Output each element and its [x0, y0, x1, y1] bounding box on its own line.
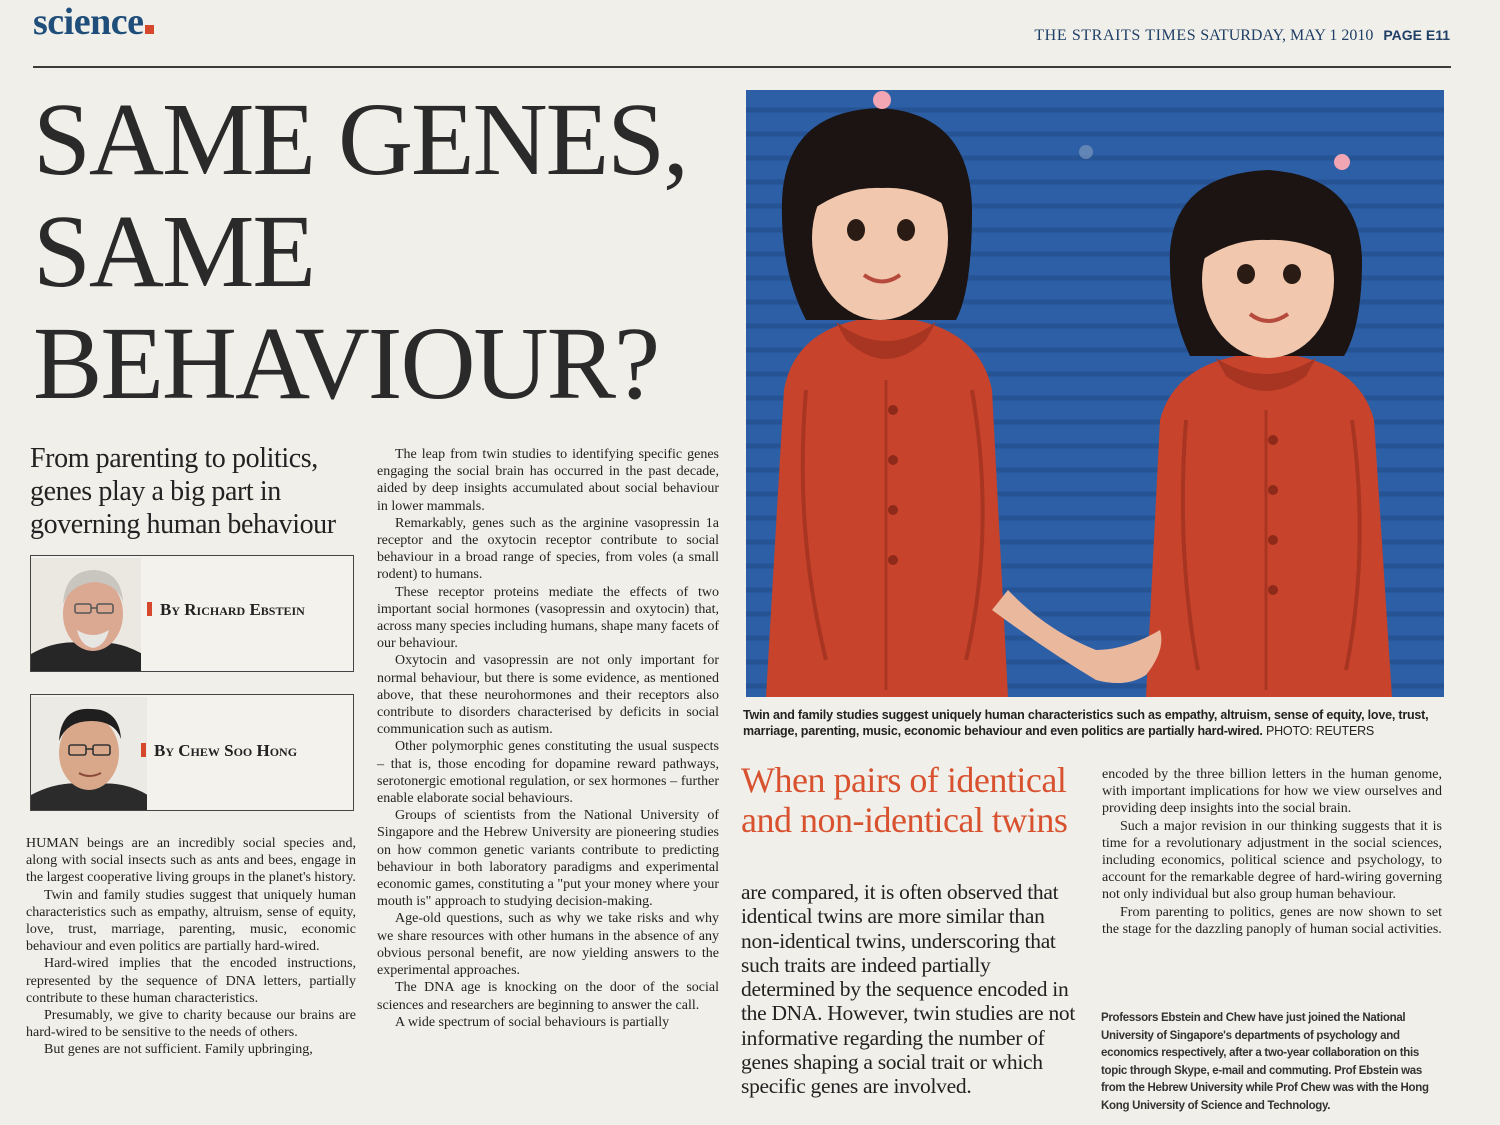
body-column-4 — [1102, 766, 1442, 938]
byline-box-ebstein — [30, 555, 354, 672]
paragraph: Oxytocin and vasopressin are not only important for normal behaviour, but there is some evidence, as mentioned above, that these neurohormones and their receptors also contribute to disorders characterised by deficits in social communication such as autism. — [377, 653, 719, 738]
pullquote-heading: When pairs of identical and non-identical twins — [741, 760, 1068, 840]
photo-credit: PHOTO: REUTERS — [1265, 724, 1375, 738]
byline-marker — [147, 602, 152, 616]
paragraph: A wide spectrum of social behaviours is partially — [395, 1014, 670, 1030]
twins-photo — [746, 90, 1444, 697]
author-portrait-chew — [31, 697, 147, 810]
paragraph: Age-old questions, such as why we take risks and why we share resources with other humans in the absence of any obvious personal benefit, are now yielding answers to the experimental approaches. — [377, 911, 719, 979]
byline-ebstein — [147, 600, 305, 620]
byline-label-chew: By Chew Soo Hong — [154, 741, 298, 760]
byline-label-ebstein: By Richard Ebstein — [160, 600, 305, 619]
issue-date: SATURDAY, MAY 1 2010 — [1200, 27, 1374, 44]
paragraph: But genes are not sufficient. Family upbringing, — [44, 1042, 313, 1058]
publication-name: THE STRAITS TIMES — [1034, 27, 1197, 44]
paragraph: Such a major revision in our thinking suggests that it is time for a revolutionary adjustment in the social sciences, including economics, political science and psychology, to account for the remarkable degree of hard-wiring governing not only individual but also group human behaviour. — [1102, 818, 1442, 903]
twins-illustration — [746, 90, 1444, 697]
author-bio: Professors Ebstein and Chew have just joined the National University of Singapore's departments of psychology and economics respectively, after a two-year collaboration on this topic through Skype, e-mail and commuting. Prof Ebstein was from the Hebrew University while Prof Chew was with the Hong Kong University of Science and Technology. — [1101, 1012, 1429, 1112]
paragraph: From parenting to politics, genes are now shown to set the stage for the dazzling panoply of human social activities. — [1102, 904, 1442, 937]
headline — [33, 84, 733, 420]
byline-chew — [141, 741, 297, 761]
pullquote-body: are compared, it is often observed that identical twins are more similar than non-identical twins, underscoring that such traits are indeed partially determined by the sequence encoded in the DNA. However, twin studies are not informative regarding the number of genes shaping a social trait or which specific genes are involved. — [741, 880, 1076, 1099]
paragraph: Twin and family studies suggest that uniquely human characteristics such as empathy, altruism, sense of equity, love, trust, marriage, parenting, music, economic behaviour and even politics are partially hard-wired. — [26, 887, 356, 955]
masthead — [1034, 27, 1450, 45]
author-portrait-ebstein — [31, 558, 141, 671]
photo-caption — [743, 707, 1443, 739]
paragraph: Groups of scientists from the National University of Singapore and the Hebrew University are pioneering studies on how common genetic variants contribute to predicting behaviour in both laboratory paradigms and experimental economic games, constituting a "put your money where your mouth is" approach to studying decision-making. — [377, 808, 719, 910]
headline-line-3: BEHAVIOUR? — [33, 306, 659, 421]
byline-box-chew — [30, 694, 354, 811]
page-number: PAGE E11 — [1383, 27, 1450, 43]
standfirst: From parenting to politics, genes play a big part in governing human behaviour — [30, 443, 336, 540]
paragraph: The leap from twin studies to identifying specific genes engaging the social brain has occurred in the past decade, aided by deep insights accumulated about social behaviour in lower mammals. — [377, 447, 719, 514]
headline-line-2: SAME — [33, 194, 314, 309]
paragraph: Presumably, we give to charity because our brains are hard-wired to be sensitive to the needs of others. — [26, 1008, 356, 1041]
paragraph: Remarkably, genes such as the arginine vasopressin 1a receptor and the oxytocin receptor contribute to social behaviour in a broad range of species, from voles (a small rodent) to humans. — [377, 515, 719, 583]
body-column-2 — [377, 446, 719, 1031]
headline-line-1: SAME GENES, — [33, 82, 688, 197]
paragraph: The DNA age is knocking on the door of the social sciences and researchers are beginning to answer the call. — [377, 980, 719, 1013]
paragraph: Hard-wired implies that the encoded instructions, represented by the sequence of DNA letters, partially contribute to these human characteristics. — [26, 956, 356, 1006]
caption-text: Twin and family studies suggest uniquely human characteristics such as empathy, altruism, sense of equity, love, trust, marriage, parenting, music, economic behaviour and even politics are partially hard-wired. — [743, 708, 1429, 738]
section-dot — [145, 25, 154, 34]
section-label — [33, 0, 154, 44]
body-column-1 — [26, 835, 356, 1059]
paragraph: These receptor proteins mediate the effects of two important social hormones (vasopressin and oxytocin) that, across many species including humans, shape many facets of our behaviour. — [377, 584, 719, 652]
paragraph: HUMAN beings are an incredibly social species and, along with social insects such as ants and bees, engage in the largest cooperative living groups in the planet's history. — [26, 836, 356, 886]
header-rule — [33, 66, 1451, 68]
paragraph: encoded by the three billion letters in the human genome, with important implications for how we view ourselves and providing deep insights into the social brain. — [1102, 767, 1442, 817]
byline-marker — [141, 743, 146, 757]
paragraph: Other polymorphic genes constituting the usual suspects – that is, those encoding for dopamine reward pathways, serotonergic emotional regulation, or sex hormones – further enable elaborate social behaviours. — [377, 739, 719, 807]
section-name: science — [33, 1, 144, 43]
